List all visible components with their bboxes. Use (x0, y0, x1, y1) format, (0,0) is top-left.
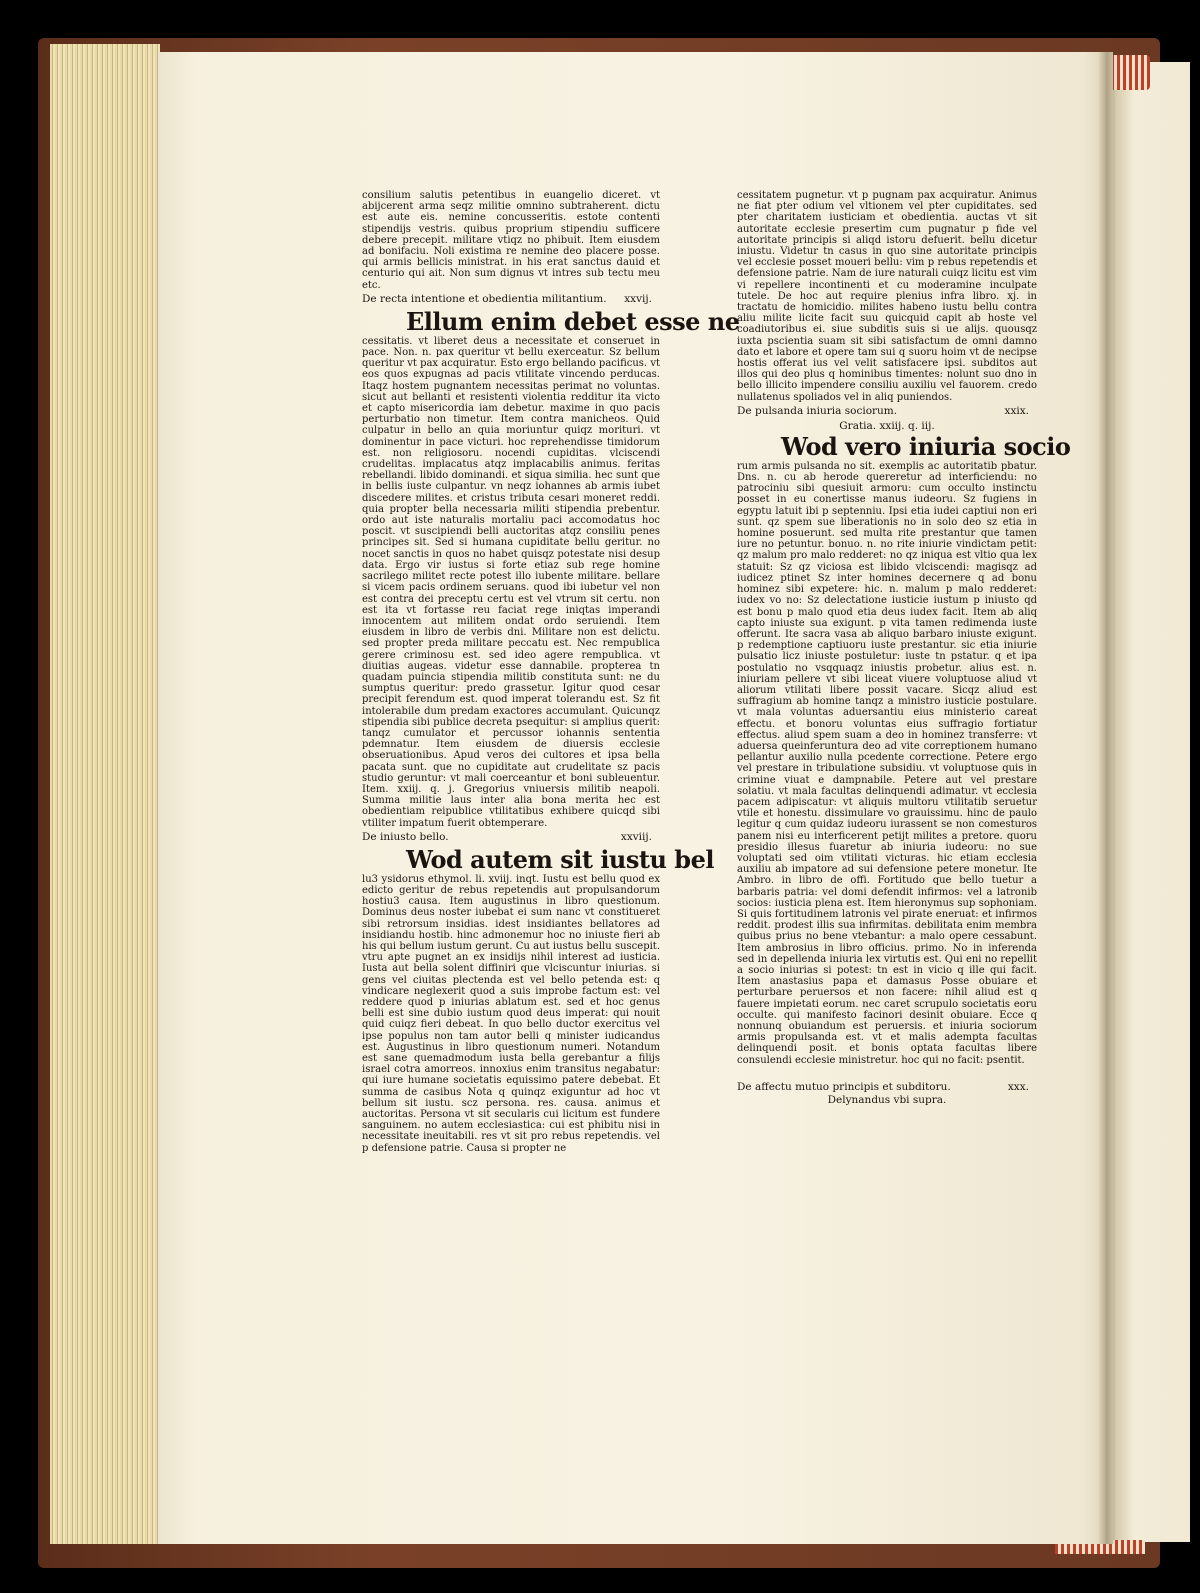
section-body-text: cessitatis. vt liberet deus a necessitate et conseruet in pace. Non. n. pax queritur vt bellu exerceatur. Sz bellum queritur vt pax acquiratur. Esto ergo bellando pacificus. vt eos quos expugnas ad pacis vtilitate vincendo perducas. Itaqz hostem pugnantem necessitas perimat no voluntas. sicut aut bellanti et resistenti violentia redditur ita victo et capto misericordia iam debetur. maxime in quo pacis perturbatio non timetur. Item contra manicheos. Quid culpatur in bello an quia moriuntur quiqz morituri. vt dominentur in pace victuri. hoc reprehendisse timidorum est. non religiosoru. nocendi cupiditas. vlciscendi crudelitas. implacatus atqz implacabilis animus. feritas rebellandi. libido dominandi. et siqua similia. hec sunt que in bellis iuste culpantur. vn neqz iohannes ab armis iubet discedere milites. et cristus tributa cesari moneret reddi. quia propter bella necessaria militi stipendia prebentur. ordo aut iste naturalis mortaliu paci accomodatus hoc poscit. vt suscipiendi belli auctoritas atqz consiliu penes principes sit. Sed si humana cupiditate bellu geritur. no nocet sanctis in quos no habet quisqz potestate nisi desup data. Ergo vir iustus si forte etiaz sub rege homine sacrilego militet recte potest illo iubente militare. bellare si vicem pacis ordinem seruans. quod ibi iubetur vel non est contra dei preceptu certu est vel vtrum sit certu. non est ita vt fortasse reu faciat rege iniqtas imperandi innocentem aut militem ondat ordo seruiendi. Item eiusdem in libro de verbis dni. Militare non est delictu. sed propter preda militare peccatu est. Nec rempublica gerere criminosu est. sed ideo agere rempublica. vt diuitias augeas. videtur esse dannabile. propterea tn quadam puincia stipendia militib constituta sunt: ne du sumptus queritur: predo grassetur. Igitur quod cesar precipit ferendum est. quod imperat tolerandu est. Sz fit intolerabile dum predam exactores accumulant. Quicunqz stipendia sibi publice decreta psequitur: si amplius querit: tanqz cumulator et percussor iohannis sententia pdemnatur. Item eiusdem de diuersis ecclesie obseruationibus. Apud veros dei cultores et ipsa bella pacata sunt. que no cupiditate aut crudelitate sz pacis studio geruntur: vt mali coerceantur et boni subleuentur. Item. xxiij. q. j. Gregorius vniuersis militib neapoli. Summa militie laus inter alia bona merita hec est obedientiam reipublice vtilitatibus exhibere quicqd sibi vtiliter impatum fuerit obtemperare. (362, 335, 660, 829)
right-text-column (737, 190, 1071, 1107)
section-number: xxix. (1004, 404, 1029, 417)
right-facing-page (1110, 62, 1190, 1542)
section-body-text: rum armis pulsanda no sit. exemplis ac autoritatib pbatur. Dns. n. cu ab herode quereretur ad interficiendu: no patrociniu sibi quesiuit armoru: cum occulto instinctu posset in eu conertisse manus iudeoru. Sz fugiens in egyptu latuit ibi p septenniu. Ipsi etia iudei captiui non eri sunt. qz spem sue liberationis no in solo deo sz etia in homine posuerunt. sed multa rite prestantur que tamen iure no petuntur. bonuo. n. no rite iniurie vindictam petit: qz malum pro malo redderet: no qz iniqua est vltio qua lex statuit: Sz qz viciosa est libido vlciscendi: magisqz ad iudicez ptinet Sz inter homines decernere q ad bonu hominez sibi expetere: hic. n. malum p malo redderet: iudex vo no: Sz delectatione iusticie iustum p iniusto qd est bonu p malo quod etia deus iudex facit. Item ab aliq capto iniuste sua exigunt. p vita tamen redimenda iuste offerunt. Ite sacra vasa ab aliquo barbaro iniuste exigunt. p redemptione captiuoru iuste prestantur. sic etia iniurie pulsatio licz iniuste postuletur: iuste tn pstatur. q et ipa postulatio no vsqquaqz iniustis probetur. alius est. n. iniuriam pellere vt sibi liceat viuere voluptuose aliud vt aliorum vtilitati libere possit vacare. Sicqz aliud est suffragium ab homine tanqz a ministro iusticie postulare. vt mala voluntas aduersantiu eius ministerio careat effectu. et bonoru voluntas eius suffragio fortiatur effectus. aliud spem suam a deo in hominez transferre: vt aduersa queinferuntura deo ad vite correptionem humano pellantur auxilio nulla pcedente correctione. Petere ergo vel prestare in tribulatione subsidiu. vt voluptuose quis in crimine viuat e dampnabile. Petere aut vel prestare solatiu. vt mala facultas delinquendi adimatur. vt ecclesia pacem adipiscatur: vt aliquis multoru vtilitatib seruetur vtile et honestu. dissimulare vo grauissimu. hinc de paulo legitur q cum quidaz iudeoru iurassent se non comesturos panem nisi eu interficerent petijt milites a pretore. quoru presidio illesus fuaretur ab iniuria iudeoru: no sue voluptati sed oim vtilitati victuras. hic etiam ecclesia auxiliu ab impatore ad sui defensione petere monetur. Ite Ambro. in libro de offi. Fortitudo que bello tuetur a barbaris patria: vel domi defendit infirmos: vel a latronib socios: iusticia plena est. Item hieronymus sup sophoniam. Si quis fortitudinem latronis vel pirate eneruat: et infirmos reddit. prodest illis sua infirmitas. debilitata enim membra quibus prius no bene vtebantur: a malo opere cessabunt. Item ambrosius in libro officius. primo. No in inferenda sed in depellenda iniuria lex virtutis est. Qui eni no repellit a socio iniurias si potest: tn est in vicio q ille qui facit. Item anastasius papa et damasus Posse obuiare et perturbare peruersos et non facere: nihil aliud est q fauere impietati eorum. nec caret scrupulo societatis eoru occulte. qui manifesto facinori desinit obuiare. Ecce q nonnunq obuiandum est peruersis. et iniuria sociorum armis propulsanda est. vt et malis adempta facultas delinquendi posit. et bonis optata facultas libere consulendi ecclesie ministretur. hoc qui no facit: psentit. (737, 460, 1037, 1066)
gutter-shadow (1098, 52, 1116, 1544)
display-line (406, 306, 740, 336)
left-text-column (362, 190, 740, 1154)
section-heading (362, 831, 660, 844)
section-number: xxx. (1007, 1080, 1029, 1093)
left-intro-text: consilium salutis petentibus in euangelio diceret. vt abijcerent arma seqz militie omnino subtraherent. dictu est aute eis. nemine concusseritis. estote contenti stipendijs vestris. quibus proprium stipendiu sufficere debere precepit. militare vtiqz no phibuit. Item eiusdem ad bonifaciu. Noli existima re nemine deo placere posse. qui armis bellicis ministrat. in his erat sanctus dauid et centurio qui ait. Non sum dignus vt intres sub tectu meu etc. (362, 190, 660, 291)
right-intro-text: cessitatem pugnetur. vt p pugnam pax acquiratur. Animus ne fiat pter odium vel vltionem vel pter cupiditates. sed pter charitatem iusticiam et obedientia. auctas vt sit autoritate ecclesie presertim cum pugnatur p fide vel autoritate principis si aliqd istoru defuerit. bellu dicetur iniustu. Videtur tn casus in quo sine autoritate principis vel ecclesie posset moueri bellu: vim p rebus repetendis et defensione patrie. Nam de iure naturali cuiqz licitu est vim vi repellere incontinenti et cu moderamine inculpate tutele. De hoc aut require plenius infra libro. xj. in tractatu de homicidio. milites habeno iustu bellu contra aliu milite licite facit suu quicquid capit ab hoste vel coadiutoribus ei. siue subditis suis si ue alijs. quousqz iuxta pscientia suam sit sibi satisfactum de omni damno dato et labore et opere tam sui q suoru hoim vt de necipse hostis offerat ius vel velit satisfacere ipsi. subditos aut illos qui deo plus q hominibus timentes: nolunt suo dno in bello illicito impendere consiliu auxiliu vel fauorem. credo nullatenus spoliados vel in aliq puniendos. (737, 190, 1037, 403)
section-title: De pulsanda iniuria sociorum. (737, 404, 898, 417)
display-line (406, 844, 714, 874)
display-heading: Ellum enim debet esse ne (406, 306, 740, 336)
section-number: xxviij. (620, 830, 652, 843)
display-heading: Wod vero iniuria socio (781, 431, 1071, 461)
section-subheading: Gratia. xxiij. q. iij. (839, 419, 935, 432)
section-heading (362, 293, 660, 306)
section-body-text: lu3 ysidorus ethymol. li. xviij. inqt. Iustu est bellu quod ex edicto geritur de rebus repetendis aut propulsandorum hostiu3 causa. Item augustinus in libro questionum. Dominus deus noster iubebat ei sum nanc vt constitueret sibi retrorsum insidias. idest insidiantes bellatores ad insidiandu hostib. hinc admonemur hoc no iniuste fieri ab his qui bellum iustum gerunt. Cu aut iustus bellu suscepit. vtru apte pugnet an ex insidijs nihil interest ad iusticia. Iusta aut bella solent diffiniri que vlciscuntur iniurias. si gens vel ciuitas plectenda est vel bello petenda est: q vindicare neglexerit quod a suis improbe factum est: vel reddere quod p iniurias ablatum est. sed et hoc genus belli est sine dubio iustum quod deus imperat: qui nouit quid cuiqz fieri debeat. In quo bello ductor exercitus vel ipse populus non tam autor belli q minister iudicandus est. Augustinus in libro questionum numeri. Notandum est sane quemadmodum iusta bella gerebantur a filijs israel cotra amorreos. innoxius enim transitus negabatur: qui iure humane societatis equissimo patere debebat. Et summa de casibus Nota q quinqz exiguntur ad hoc vt bellum sit iustu. scz persona. res. causa. animus et auctoritas. Persona vt sit secularis cui licitum est fundere sanguinem. no autem ecclesiastica: cui est phibitu nisi in necessitate ineuitabili. res vt sit pro rebus repetendis. vel p defensione patrie. Causa si propter ne (362, 873, 660, 1154)
section-title: De recta intentione et obedientia militantium. (362, 292, 607, 305)
section-title: De affectu mutuo principis et subditoru. (737, 1080, 951, 1093)
display-line (781, 431, 1071, 461)
section-heading (737, 405, 1037, 418)
page-edges (50, 44, 160, 1544)
section-title: De iniusto bello. (362, 830, 449, 843)
section-heading (737, 1080, 1037, 1094)
section-number: xxvij. (624, 292, 652, 305)
section-subheading: Delynandus vbi supra. (827, 1093, 947, 1106)
display-heading: Wod autem sit iustu bel (406, 844, 714, 874)
